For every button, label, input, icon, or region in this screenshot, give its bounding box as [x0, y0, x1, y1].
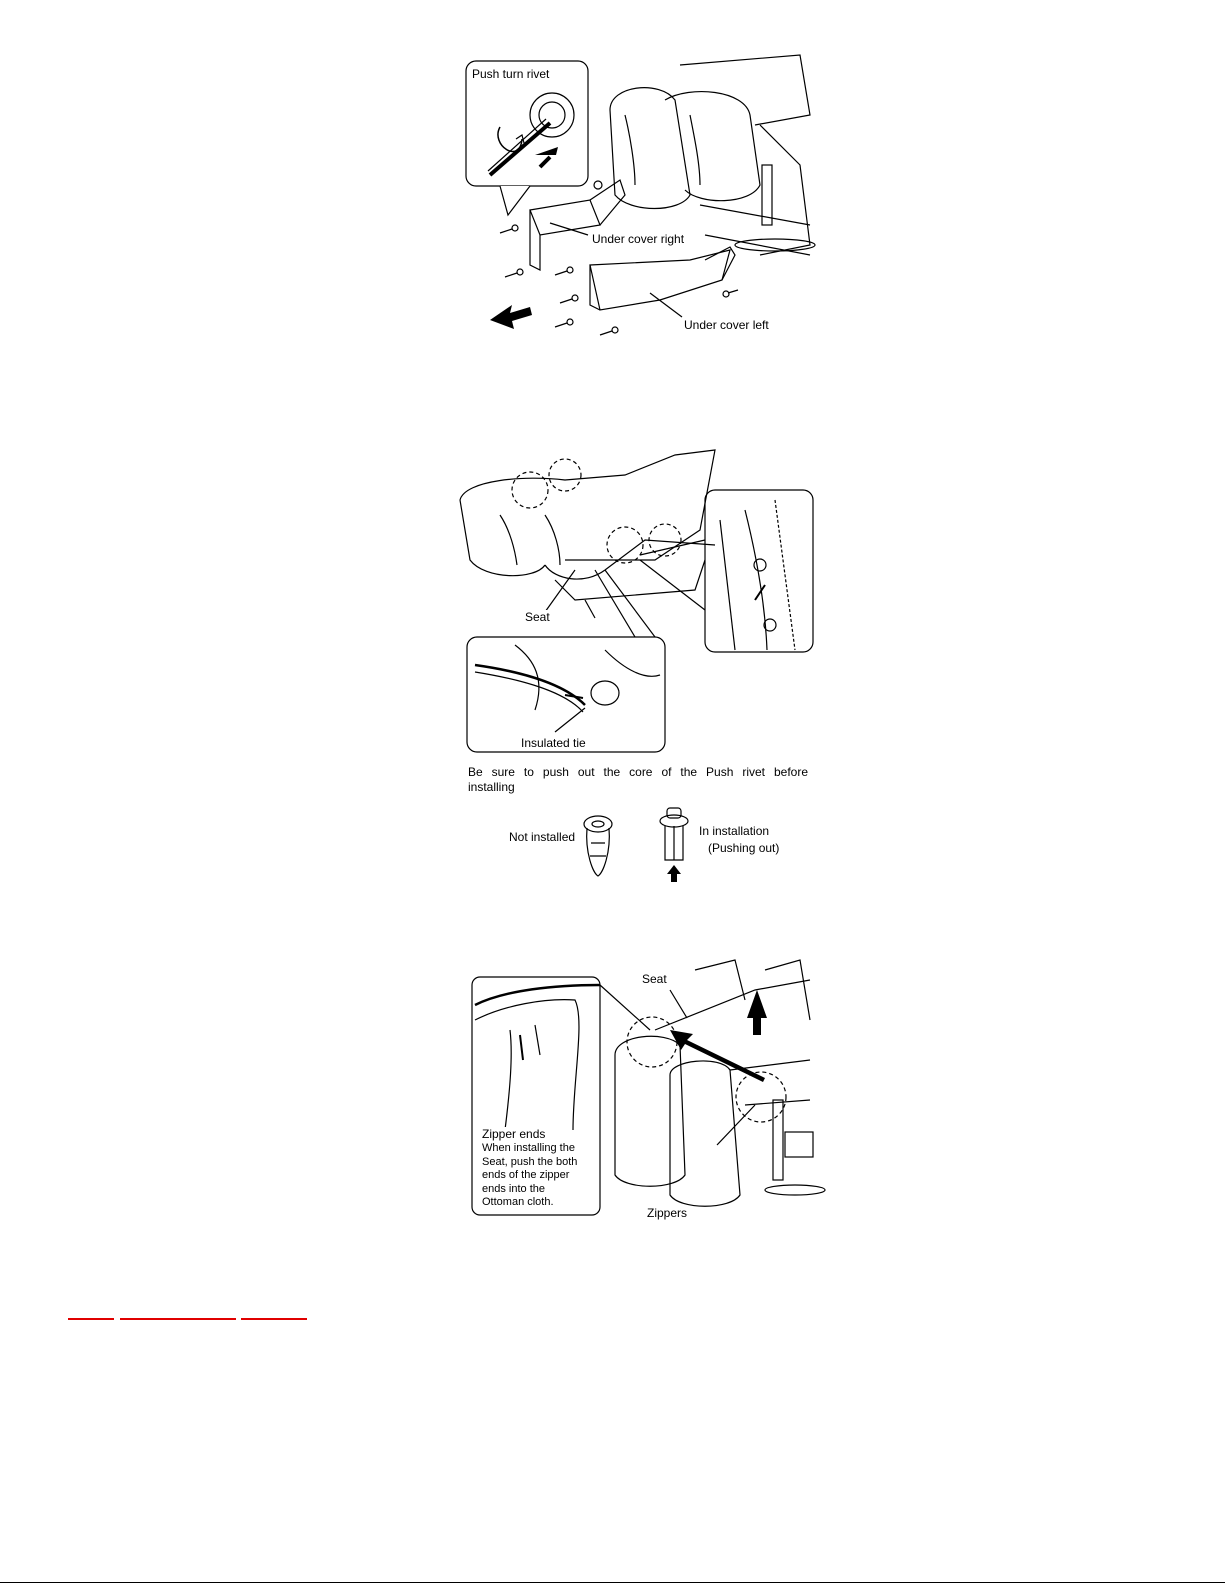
under-cover-illustration: [460, 55, 820, 350]
push-rivet-note: [468, 765, 808, 795]
zipper-direction-arrow-icon: [670, 1030, 765, 1082]
push-up-arrow-icon: [667, 865, 681, 882]
nav-link-top[interactable]: [68, 1318, 114, 1320]
zipper-note-line-1: When installing the: [482, 1142, 575, 1154]
nav-link-table-of-contents[interactable]: [120, 1318, 236, 1320]
label-zipper-ends-title: Zipper ends: [482, 1127, 546, 1141]
zipper-ends-note: [482, 1142, 577, 1210]
figure-zipper-seat: [465, 960, 820, 1225]
zipper-note-line-2: Seat, push the both: [482, 1155, 578, 1168]
pull-out-arrow-icon: [490, 305, 532, 329]
label-seat-3: Seat: [642, 972, 667, 986]
lift-up-arrow-icon: [747, 990, 767, 1035]
figure-push-rivet-states: [505, 808, 805, 898]
figure-seat-removal: [455, 450, 820, 760]
label-pushing-out: (Pushing out): [708, 841, 780, 855]
push-rivet-note-line1: Be sure to push out the core of the Push rivet before: [468, 765, 808, 779]
label-in-installation: In installation: [699, 824, 770, 838]
page-bottom-rule: [0, 1582, 1225, 1583]
label-under-cover-right: Under cover right: [592, 232, 685, 246]
label-push-turn-rivet: Push turn rivet: [472, 67, 550, 81]
nav-link-next[interactable]: [241, 1318, 307, 1320]
figure-under-cover-removal: [460, 55, 820, 350]
zipper-note-line-4: ends into the: [482, 1182, 545, 1195]
screws: [500, 181, 738, 335]
label-seat: Seat: [525, 610, 550, 624]
zipper-note-line-3: ends of the zipper: [482, 1169, 570, 1181]
label-insulated-tie: Insulated tie: [521, 736, 586, 750]
seat-illustration: [455, 450, 820, 760]
label-zippers: Zippers: [647, 1206, 688, 1220]
label-not-installed: Not installed: [509, 830, 576, 844]
zipper-note-line-5: Ottoman cloth.: [482, 1196, 554, 1208]
push-rivet-note-line2: installing: [468, 780, 515, 794]
label-under-cover-left: Under cover left: [684, 318, 769, 332]
